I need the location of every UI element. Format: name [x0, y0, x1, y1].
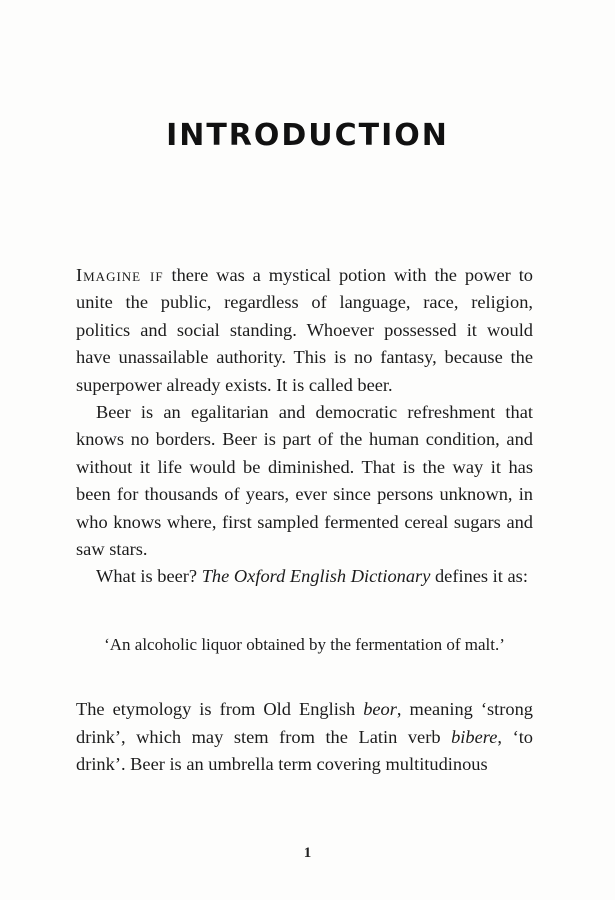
- paragraph-4-text-a: The etymology is from Old English: [76, 699, 364, 720]
- paragraph-4-text-c: , ‘to drink’. Beer is an umbrella term covering multitudinous: [76, 726, 533, 775]
- paragraph-4: [76, 696, 533, 778]
- paragraph-3-text-a: What is beer?: [96, 566, 202, 587]
- word-bibere: bibere: [451, 726, 498, 747]
- paragraph-2: Beer is an egalitarian and democratic refreshment that knows no borders. Beer is part of the human condition, and without it life would be diminished. That is the way it has been for thousands of years, ever since persons unknown, in who knows where, first sampled fermented cereal sugars and saw stars.: [76, 402, 533, 560]
- paragraph-3-text-b: defines it as:: [430, 566, 528, 587]
- paragraph-4-text-b: , meaning ‘strong drink’, which may stem from the Latin verb: [76, 699, 533, 747]
- chapter-title: INTRODUCTION: [166, 118, 449, 153]
- paragraph-1: [76, 262, 533, 399]
- body-text: [76, 262, 533, 779]
- definition-quote: ‘An alcoholic liquor obtained by the fermentation of malt.’: [104, 634, 505, 654]
- paragraph-3: [76, 563, 533, 590]
- paragraph-1-lead-in: Imagine if: [76, 265, 164, 285]
- dictionary-title: The Oxford English Dictionary: [201, 566, 431, 587]
- word-beor: beor: [363, 699, 397, 720]
- page-number: 1: [303, 845, 312, 861]
- paragraph-1-text: there was a mystical potion with the power to unite the public, regardless of language, race, religion, politics and social standing. Whoever possessed it would have unassailable authority. This is no fantasy, because the superpower already exists. It is called beer.: [76, 265, 533, 395]
